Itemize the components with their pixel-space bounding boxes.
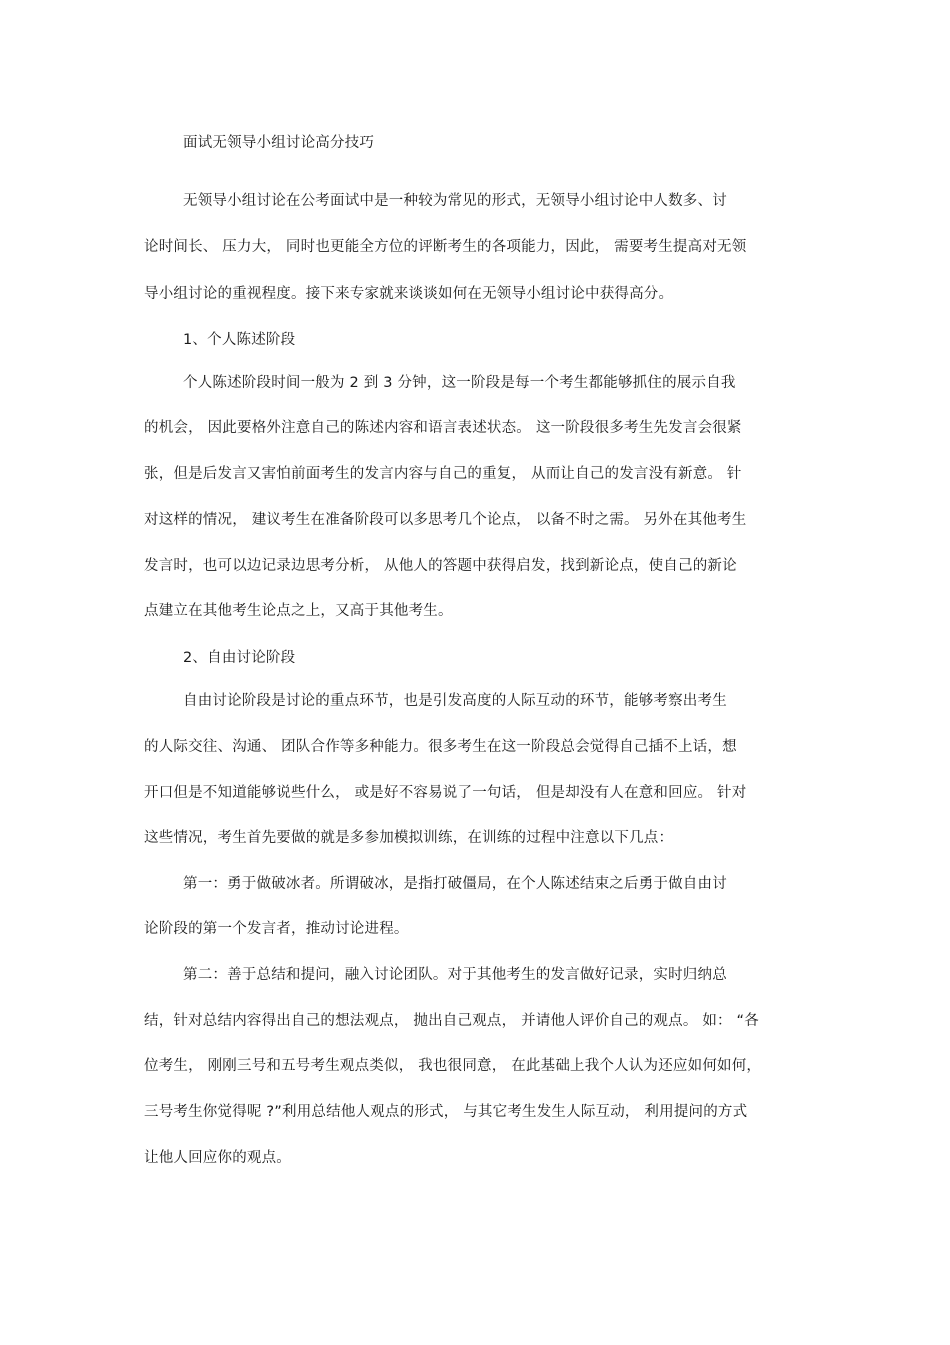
paragraph-line: 位考生， 刚刚三号和五号考生观点类似， 我也很同意， 在此基础上我个人认为还应如何如何，	[144, 1058, 762, 1074]
paragraph-line: 三号考生你觉得呢 ?”利用总结他人观点的形式， 与其它考生发生人际互动， 利用提问的方式	[144, 1104, 748, 1120]
paragraph-line: 张，但是后发言又害怕前面考生的发言内容与自己的重复， 从而让自己的发言没有新意。 针	[144, 466, 742, 482]
section-heading: 1、个人陈述阶段	[183, 332, 296, 348]
paragraph-line: 论时间长、 压力大， 同时也更能全方位的评断考生的各项能力，因此， 需要考生提高对无领	[144, 239, 747, 255]
paragraph-line: 的机会， 因此要格外注意自己的陈述内容和语言表述状态。 这一阶段很多考生先发言会很紧	[144, 420, 742, 436]
paragraph-line: 论阶段的第一个发言者，推动讨论进程。	[144, 921, 409, 937]
paragraph-line: 点建立在其他考生论点之上，又高于其他考生。	[144, 603, 453, 619]
paragraph-line: 发言时，也可以边记录边思考分析， 从他人的答题中获得启发，找到新论点，使自己的新论	[144, 558, 737, 574]
paragraph-line: 第二：善于总结和提问，融入讨论团队。对于其他考生的发言做好记录，实时归纳总	[183, 967, 727, 983]
document-title: 面试无领导小组讨论高分技巧	[183, 135, 375, 151]
paragraph-line: 开口但是不知道能够说些什么， 或是好不容易说了一句话， 但是却没有人在意和回应。 针对	[144, 785, 747, 801]
section-heading: 2、自由讨论阶段	[183, 650, 296, 666]
paragraph-line: 结，针对总结内容得出自己的想法观点， 抛出自己观点， 并请他人评价自己的观点。 如： “各	[144, 1013, 759, 1029]
paragraph-line: 自由讨论阶段是讨论的重点环节，也是引发高度的人际互动的环节，能够考察出考生	[183, 693, 727, 709]
paragraph-line: 个人陈述阶段时间一般为 2 到 3 分钟，这一阶段是每一个考生都能够抓住的展示自我	[183, 375, 736, 391]
paragraph-line: 第一：勇于做破冰者。所谓破冰，是指打破僵局，在个人陈述结束之后勇于做自由讨	[183, 876, 727, 892]
paragraph-line: 对这样的情况， 建议考生在准备阶段可以多思考几个论点， 以备不时之需。 另外在其他考生	[144, 512, 747, 528]
paragraph-line: 让他人回应你的观点。	[144, 1150, 291, 1166]
paragraph-line: 的人际交往、沟通、 团队合作等多种能力。很多考生在这一阶段总会觉得自己插不上话，想	[144, 739, 737, 755]
paragraph-line: 无领导小组讨论在公考面试中是一种较为常见的形式，无领导小组讨论中人数多、讨	[183, 193, 727, 209]
paragraph-line: 这些情况，考生首先要做的就是多参加模拟训练，在训练的过程中注意以下几点：	[144, 830, 674, 846]
paragraph-line: 导小组讨论的重视程度。接下来专家就来谈谈如何在无领导小组讨论中获得高分。	[144, 286, 674, 302]
